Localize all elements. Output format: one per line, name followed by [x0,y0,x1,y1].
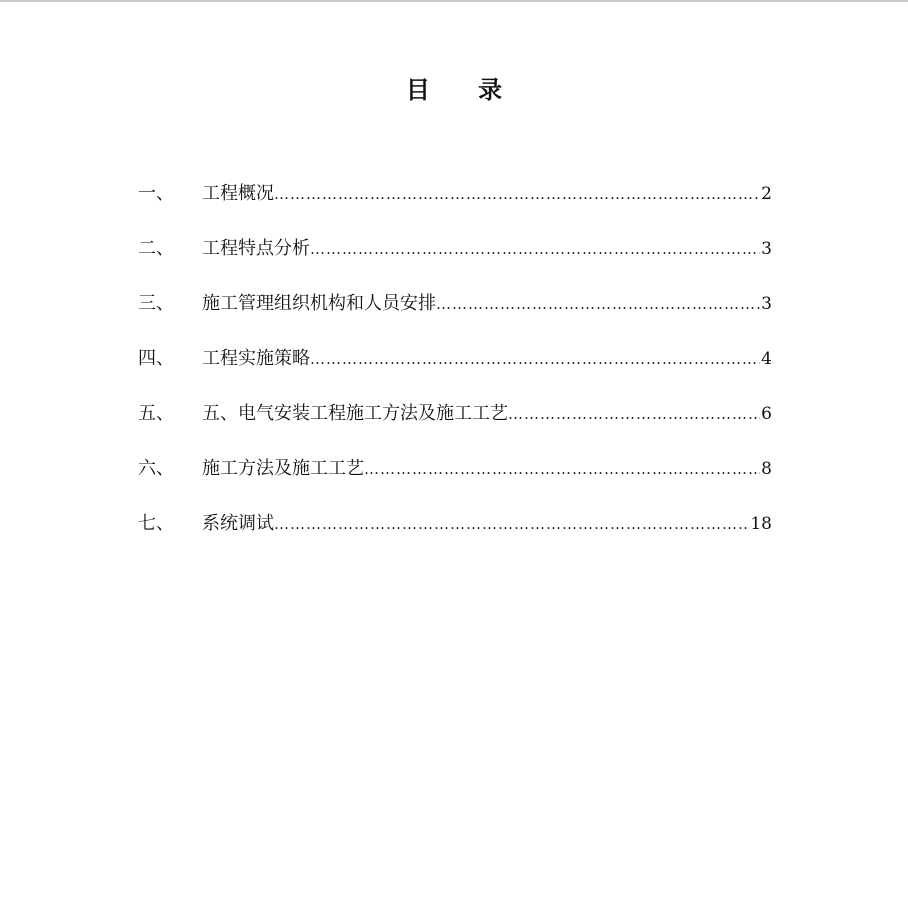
toc-dot-leader [364,453,760,485]
toc-entry-title: 系统调试 [202,513,274,534]
toc-entry-page: 8 [761,459,772,479]
toc-entry-5[interactable] [138,398,772,453]
toc-entry-title: 五、电气安装工程施工方法及施工工艺 [202,403,508,424]
toc-dot-leader [274,178,760,210]
toc-dot-leader [274,508,749,540]
toc-entry-6[interactable] [138,453,772,508]
toc-entry-title: 工程概况 [202,183,274,204]
toc-entry-3[interactable] [138,288,772,343]
toc-entry-body [202,288,772,320]
toc-entry-1[interactable] [138,178,772,233]
toc-entry-page: 3 [761,294,772,314]
page-top-rule [0,0,908,2]
toc-entry-number: 七、 [138,513,174,534]
toc-dot-leader [508,398,760,430]
toc-entry-body [202,453,772,485]
page-title: 目 录 [405,75,523,104]
toc-entry-2[interactable] [138,233,772,288]
toc-entry-number: 一、 [138,183,174,204]
toc-entry-body [202,343,772,375]
toc-entry-body [202,178,772,210]
toc-entry-page: 3 [761,239,772,259]
toc-entry-page: 18 [750,514,772,534]
toc-entry-page: 6 [761,404,772,424]
toc-entry-body [202,233,772,265]
toc-entry-number: 六、 [138,458,174,479]
toc-entry-title: 施工管理组织机构和人员安排 [202,293,436,314]
toc-entry-number: 二、 [138,238,174,259]
toc-dot-leader [310,233,760,265]
toc-entry-number: 五、 [138,403,174,424]
toc-entry-body [202,508,772,540]
toc-dot-leader [310,343,760,375]
toc-entry-7[interactable] [138,508,772,563]
toc-entry-title: 工程实施策略 [202,348,310,369]
toc-entry-body [202,398,772,430]
toc-entry-title: 工程特点分析 [202,238,310,259]
toc-entry-page: 4 [761,349,772,369]
toc-entry-4[interactable] [138,343,772,398]
toc-entry-page: 2 [761,184,772,204]
table-of-contents [138,178,772,563]
toc-entry-number: 四、 [138,348,174,369]
toc-entry-number: 三、 [138,293,174,314]
toc-entry-title: 施工方法及施工工艺 [202,458,364,479]
toc-dot-leader [436,288,760,320]
